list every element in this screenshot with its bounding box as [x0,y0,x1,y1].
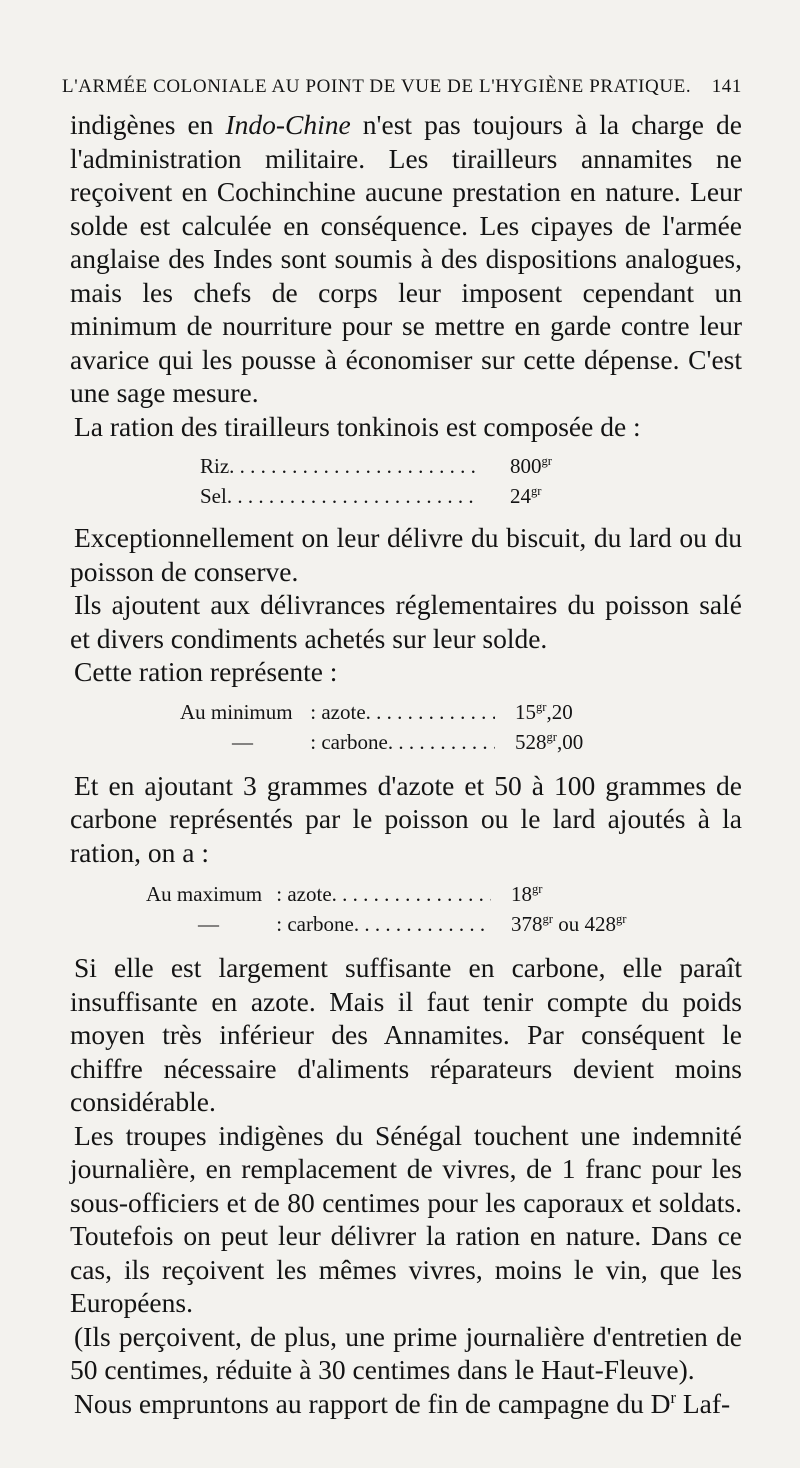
minimum-row [180,727,600,757]
dot-leader [227,481,480,511]
paragraph-4: Ils ajoutent aux délivrances réglementaires du poisson salé et divers condiments achetés sur leur solde. [70,589,742,654]
maximum-value: $378^{gr}$ ou $428^{gr}$ [511,912,627,936]
dot-leader [366,697,495,727]
dot-leader [388,727,495,757]
paragraph-1 [70,108,742,410]
minimum-label: carbone [321,729,388,754]
paragraph-10: Nous empruntons au rapport de fin de campagne du $D^r$ Laf- [74,1387,731,1419]
ration-value: $800^{gr}$ [510,454,552,478]
colon: : [271,882,288,906]
dot-leader [332,879,491,909]
ration-row [200,451,570,481]
running-header [62,76,742,98]
paragraph-3: Exceptionnellement on leur délivre du biscuit, du lard ou du poisson de conserve. [70,522,742,587]
paragraph-6: Et en ajoutant 3 grammes d'azote et 50 à 100 grammes de carbone représentés par le poisson ou le lard ajoutés à la ration, on a : [70,769,742,868]
minimum-prefix: Au minimum [180,699,293,724]
colon: : [305,699,322,724]
maximum-table [146,879,686,939]
paragraph-7: Si elle est largement suffisante en carbone, elle paraît insuffisante en azote. Mais il faut tenir compte du poids moyen très inférieur des Annamites. Par conséquent le chiffre nécessaire d'aliments réparateurs devient moins considérable. [70,952,742,1117]
minimum-label: azote [321,699,366,724]
maximum-value: $18^{gr}$ [511,882,543,906]
minimum-value: $15^{gr},20$ [515,699,573,724]
running-title: L'ARMÉE COLONIALE AU POINT DE VUE DE L'HYGIÈNE PRATIQUE. [62,76,692,97]
minimum-table [180,697,600,757]
maximum-label: carbone [287,912,354,936]
maximum-label: azote [287,882,332,906]
dot-leader [354,909,491,939]
paragraph-1-rest: n'est pas toujours à la charge de l'administration militaire. Les tirailleurs annamites ne reçoivent en Cochinchine aucune prestation en nature. Leur solde est calculée en conséquence. Les cipayes de l'armée anglaise des Indes sont soumis à des dispositions analogues, mais les chefs de corps leur imposent cependant un minimum de nourriture pour se mettre en garde contre leur avarice qui les pousse à économiser sur cette dépense. C'est une sage mesure. [70,109,742,408]
dot-leader [229,451,480,481]
colon: : [305,729,322,754]
ration-row [200,481,570,511]
ration-label: Riz [200,454,230,478]
minimum-row [180,697,600,727]
paragraph-5: Cette ration représente : [74,656,338,687]
ration-table [200,451,570,511]
body-text [70,108,742,1420]
minimum-value: $528^{gr},00$ [515,729,584,754]
maximum-row [146,879,686,909]
colon: : [271,912,288,936]
paragraph-8: Les troupes indigènes du Sénégal touchent une indemnité journalière, en remplacement de vivres, de 1 franc pour les sous-officiers et de 80 centimes pour les caporaux et soldats. Toutefois on peut leur délivrer la ration en nature. Dans ce cas, ils reçoivent les mêmes vivres, moins le vin, que les Européens. [70,1119,742,1318]
paragraph-9: (Ils perçoivent, de plus, une prime journalière d'entretien de 50 centimes, réduite à 30 centimes dans le Haut-Fleuve). [70,1320,742,1385]
paragraph-1-italic: Indo-Chine [225,109,351,140]
minimum-prefix: — [232,729,253,754]
paragraph-2: La ration des tirailleurs tonkinois est composée de : [74,410,641,442]
paragraph-1-start: indigènes en [70,109,226,140]
ration-label: Sel [200,484,227,508]
ration-value: $24^{gr}$ [510,484,542,508]
maximum-row [146,909,686,939]
maximum-prefix: Au maximum [146,882,263,906]
maximum-prefix: — [198,912,219,936]
page-number: 141 [711,76,742,97]
